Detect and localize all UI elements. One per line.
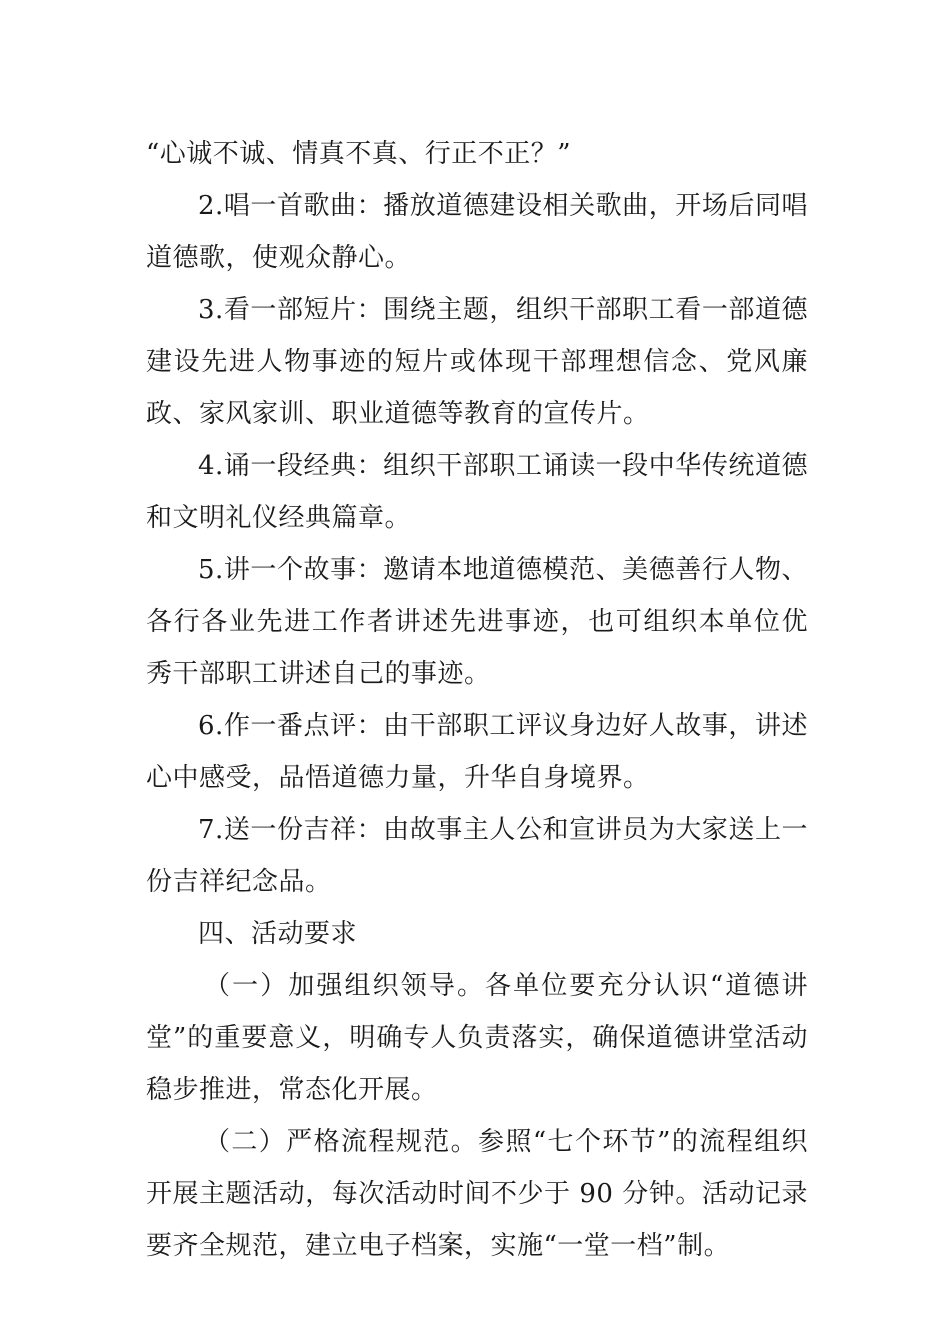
paragraph-requirement-1: （一）加强组织领导。各单位要充分认识“道德讲堂”的重要意义，明确专人负责落实，确保道德讲堂活动稳步推进，常态化开展。 <box>146 971 808 1105</box>
paragraph-item-5: 5.讲一个故事：邀请本地道德模范、美德善行人物、各行各业先进工作者讲述先进事迹，也可组织本单位优秀干部职工讲述自己的事迹。 <box>146 555 808 689</box>
paragraph-item-3: 3.看一部短片：围绕主题，组织干部职工看一部道德建设先进人物事迹的短片或体现干部理想信念、党风廉政、家风家训、职业道德等教育的宣传片。 <box>146 295 808 429</box>
paragraph-item-4: 4.诵一段经典：组织干部职工诵读一段中华传统道德和文明礼仪经典篇章。 <box>146 451 808 533</box>
paragraph-item-7: 7.送一份吉祥：由故事主人公和宣讲员为大家送上一份吉祥纪念品。 <box>146 815 808 897</box>
section-heading: 四、活动要求 <box>198 919 358 949</box>
paragraph-continuation: “心诚不诚、情真不真、行正不正？” <box>146 139 572 169</box>
paragraph-item-6: 6.作一番点评：由干部职工评议身边好人故事，讲述心中感受，品悟道德力量，升华自身境界。 <box>146 711 808 793</box>
paragraph-requirement-2: （二）严格流程规范。参照“七个环节”的流程组织开展主题活动，每次活动时间不少于 90 分钟。活动记录要齐全规范，建立电子档案，实施“一堂一档”制。 <box>146 1127 808 1261</box>
document-body <box>146 128 808 1272</box>
paragraph-item-2: 2.唱一首歌曲：播放道德建设相关歌曲，开场后同唱道德歌，使观众静心。 <box>146 191 808 273</box>
